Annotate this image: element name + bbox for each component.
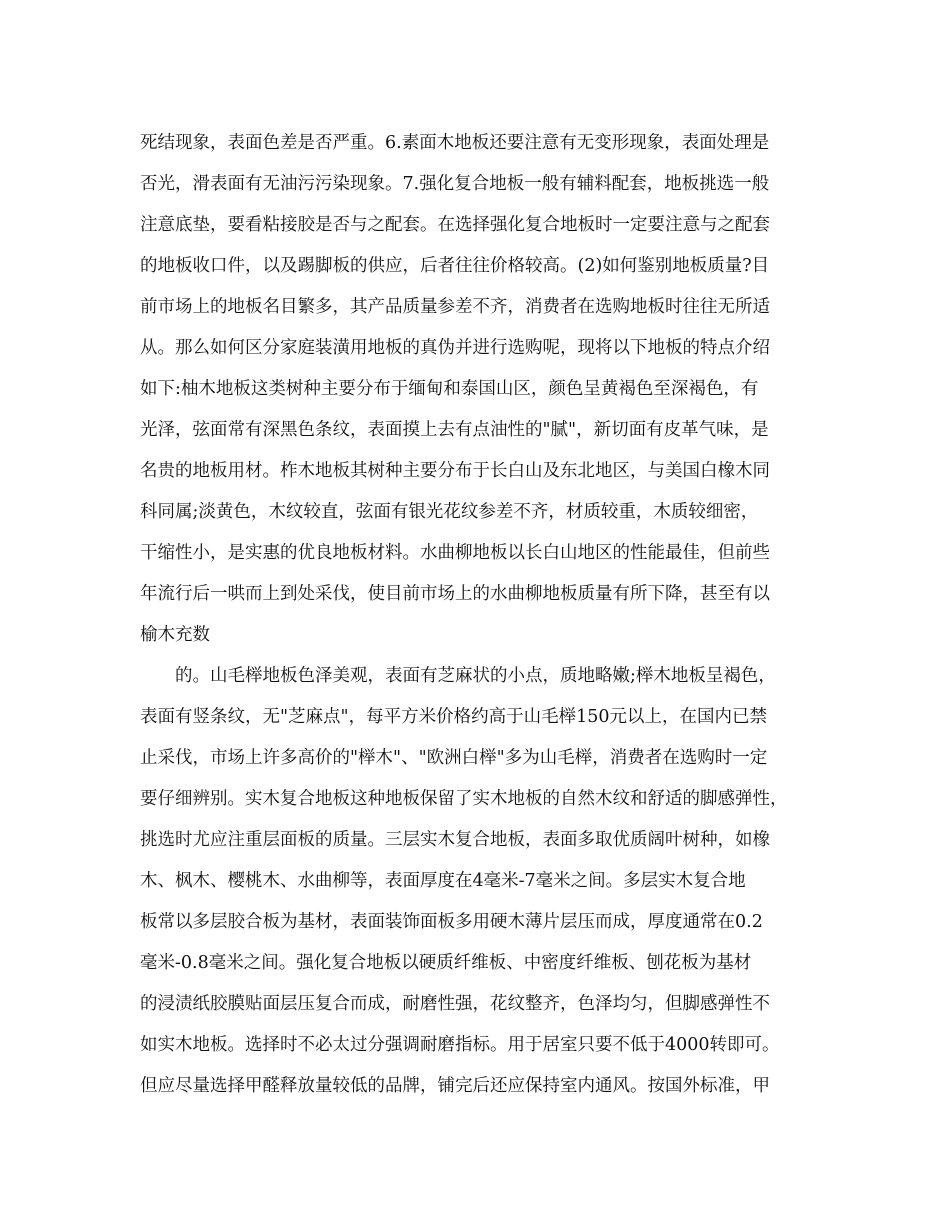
text-line: 年流行后一哄而上到处采伐，使目前市场上的水曲柳地板质量有所下降，甚至有以	[140, 584, 770, 604]
text-line: 木、枫木、樱桃木、水曲柳等，表面厚度在4毫米-7毫米之间。多层实木复合地	[140, 871, 746, 891]
text-line: 干缩性小，是实惠的优良地板材料。水曲柳地板以长白山地区的性能最佳，但前些	[140, 543, 770, 563]
text-line: 从。那么如何区分家庭装潢用地板的真伪并进行选购呢，现将以下地板的特点介绍	[140, 338, 770, 358]
text-line: 前市场上的地板名目繁多，其产品质量参差不齐，消费者在选购地板时往往无所适	[140, 297, 770, 317]
text-line: 毫米-0.8毫米之间。强化复合地板以硬质纤维板、中密度纤维板、刨花板为基材	[140, 953, 752, 973]
text-line: 挑选时尤应注重层面板的质量。三层实木复合地板，表面多取优质阔叶树种，如橡	[140, 830, 770, 850]
text-line: 榆木充数	[140, 625, 210, 645]
text-line: 的地板收口件，以及踢脚板的供应，后者往往价格较高。(2)如何鉴别地板质量?目	[140, 256, 770, 276]
text-line: 死结现象，表面色差是否严重。6.素面木地板还要注意有无变形现象，表面处理是	[140, 133, 770, 153]
text-line: 的浸渍纸胶膜贴面层压复合而成，耐磨性强，花纹整齐，色泽均匀，但脚感弹性不	[140, 994, 770, 1014]
text-line: 如实木地板。选择时不必太过分强调耐磨指标。用于居室只要不低于4000转即可。	[140, 1035, 780, 1055]
paragraph-start-line: 的。山毛榉地板色泽美观，表面有芝麻状的小点，质地略嫩;榉木地板呈褐色，	[175, 666, 776, 686]
text-line: 否光，滑表面有无油污污染现象。7.强化复合地板一般有辅料配套，地板挑选一般	[140, 174, 770, 194]
text-line: 止采伐，市场上许多高价的"榉木"、"欧洲白榉"多为山毛榉，消费者在选购时一定	[140, 748, 768, 768]
text-line: 如下:柚木地板这类树种主要分布于缅甸和泰国山区，颜色呈黄褐色至深褐色，有	[140, 379, 759, 399]
text-line: 名贵的地板用材。柞木地板其树种主要分布于长白山及东北地区，与美国白橡木同	[140, 461, 770, 481]
text-line: 科同属;淡黄色，木纹较直，弦面有银光花纹参差不齐，材质较重，木质较细密，	[140, 502, 759, 522]
text-line: 注意底垫，要看粘接胶是否与之配套。在选择强化复合地板时一定要注意与之配套	[140, 215, 770, 235]
text-line: 要仔细辨别。实木复合地板这种地板保留了实木地板的自然木纹和舒适的脚感弹性，	[140, 789, 788, 809]
text-line: 表面有竖条纹，无"芝麻点"，每平方米价格约高于山毛榉150元以上，在国内已禁	[140, 707, 767, 727]
text-line: 板常以多层胶合板为基材，表面装饰面板多用硬木薄片层压而成，厚度通常在0.2	[140, 912, 763, 932]
text-line: 但应尽量选择甲醛释放量较低的品牌，铺完后还应保持室内通风。按国外标准，甲	[140, 1076, 770, 1096]
text-line: 光泽，弦面常有深黑色条纹，表面摸上去有点油性的"腻"，新切面有皮革气味，是	[140, 420, 769, 440]
